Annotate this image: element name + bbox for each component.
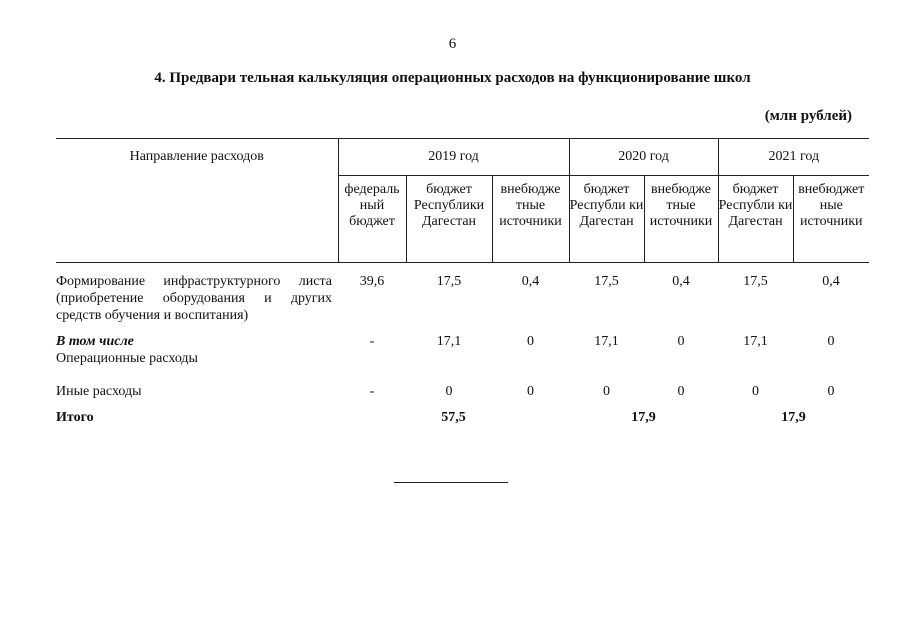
row-label xyxy=(56,325,338,379)
cell-value: 0 xyxy=(677,334,685,349)
cell-value: 17,1 xyxy=(436,334,462,349)
cell-value: 0 xyxy=(603,384,611,399)
row-label: Иные расходы xyxy=(56,384,142,399)
row-label: Формирование инфраструктурного листа (приобретение оборудования и других средств обучения и воспитания) xyxy=(56,274,332,323)
total-2019: 57,5 xyxy=(441,410,466,425)
table-title: 4. Предвари тельная калькуляция операционных расходов на функционирование школ xyxy=(154,70,751,86)
cell-value: - xyxy=(369,334,375,349)
footer-rule xyxy=(394,482,508,483)
total-row xyxy=(56,407,869,431)
row-label-italic: В том числе xyxy=(56,334,134,349)
cell-value: 0 xyxy=(827,334,835,349)
cell-value: 17,1 xyxy=(743,334,768,349)
year-2020-header: 2020 год xyxy=(569,139,718,176)
col-rd-budget-2021: бюджет Республи ки Дагестан xyxy=(718,176,793,263)
cell-value: 39,6 xyxy=(359,274,385,289)
cell-value: - xyxy=(369,384,375,399)
col-extra-2020: внебюдже тные источники xyxy=(644,176,718,263)
total-2020: 17,9 xyxy=(631,410,656,425)
year-2021-header: 2021 год xyxy=(718,139,869,176)
direction-header: Направление расходов xyxy=(56,139,338,263)
total-2021: 17,9 xyxy=(781,410,806,425)
col-rd-budget-2019: бюджет Республики Дагестан xyxy=(406,176,492,263)
page-number: 6 xyxy=(448,36,457,52)
cell-value: 17,5 xyxy=(743,274,768,289)
cell-value: 0 xyxy=(827,384,835,399)
row-label-text: Операционные расходы xyxy=(56,351,198,366)
table-row xyxy=(56,379,869,407)
cell-value: 0 xyxy=(752,384,760,399)
year-2019-header: 2019 год xyxy=(338,139,569,176)
cell-value: 0,4 xyxy=(672,274,690,289)
cell-value: 0 xyxy=(445,384,453,399)
cell-value: 17,1 xyxy=(594,334,619,349)
col-rd-budget-2020: бюджет Республи ки Дагестан xyxy=(569,176,644,263)
col-extra-2021: внебюджет ные источники xyxy=(793,176,869,263)
table-row xyxy=(56,263,869,326)
expense-table xyxy=(56,138,869,431)
row-label: Итого xyxy=(56,410,94,425)
table-row xyxy=(56,325,869,379)
cell-value: 0 xyxy=(677,384,685,399)
col-extra-2019: внебюдже тные источники xyxy=(492,176,569,263)
cell-value: 0,4 xyxy=(521,274,540,289)
cell-value: 0 xyxy=(527,334,534,349)
cell-value: 0 xyxy=(527,384,534,399)
cell-value: 17,5 xyxy=(594,274,619,289)
col-federal-budget: федераль ный бюджет xyxy=(338,176,406,263)
units-label: (млн рублей) xyxy=(764,108,852,124)
cell-value: 17,5 xyxy=(436,274,462,289)
cell-value: 0,4 xyxy=(822,274,840,289)
